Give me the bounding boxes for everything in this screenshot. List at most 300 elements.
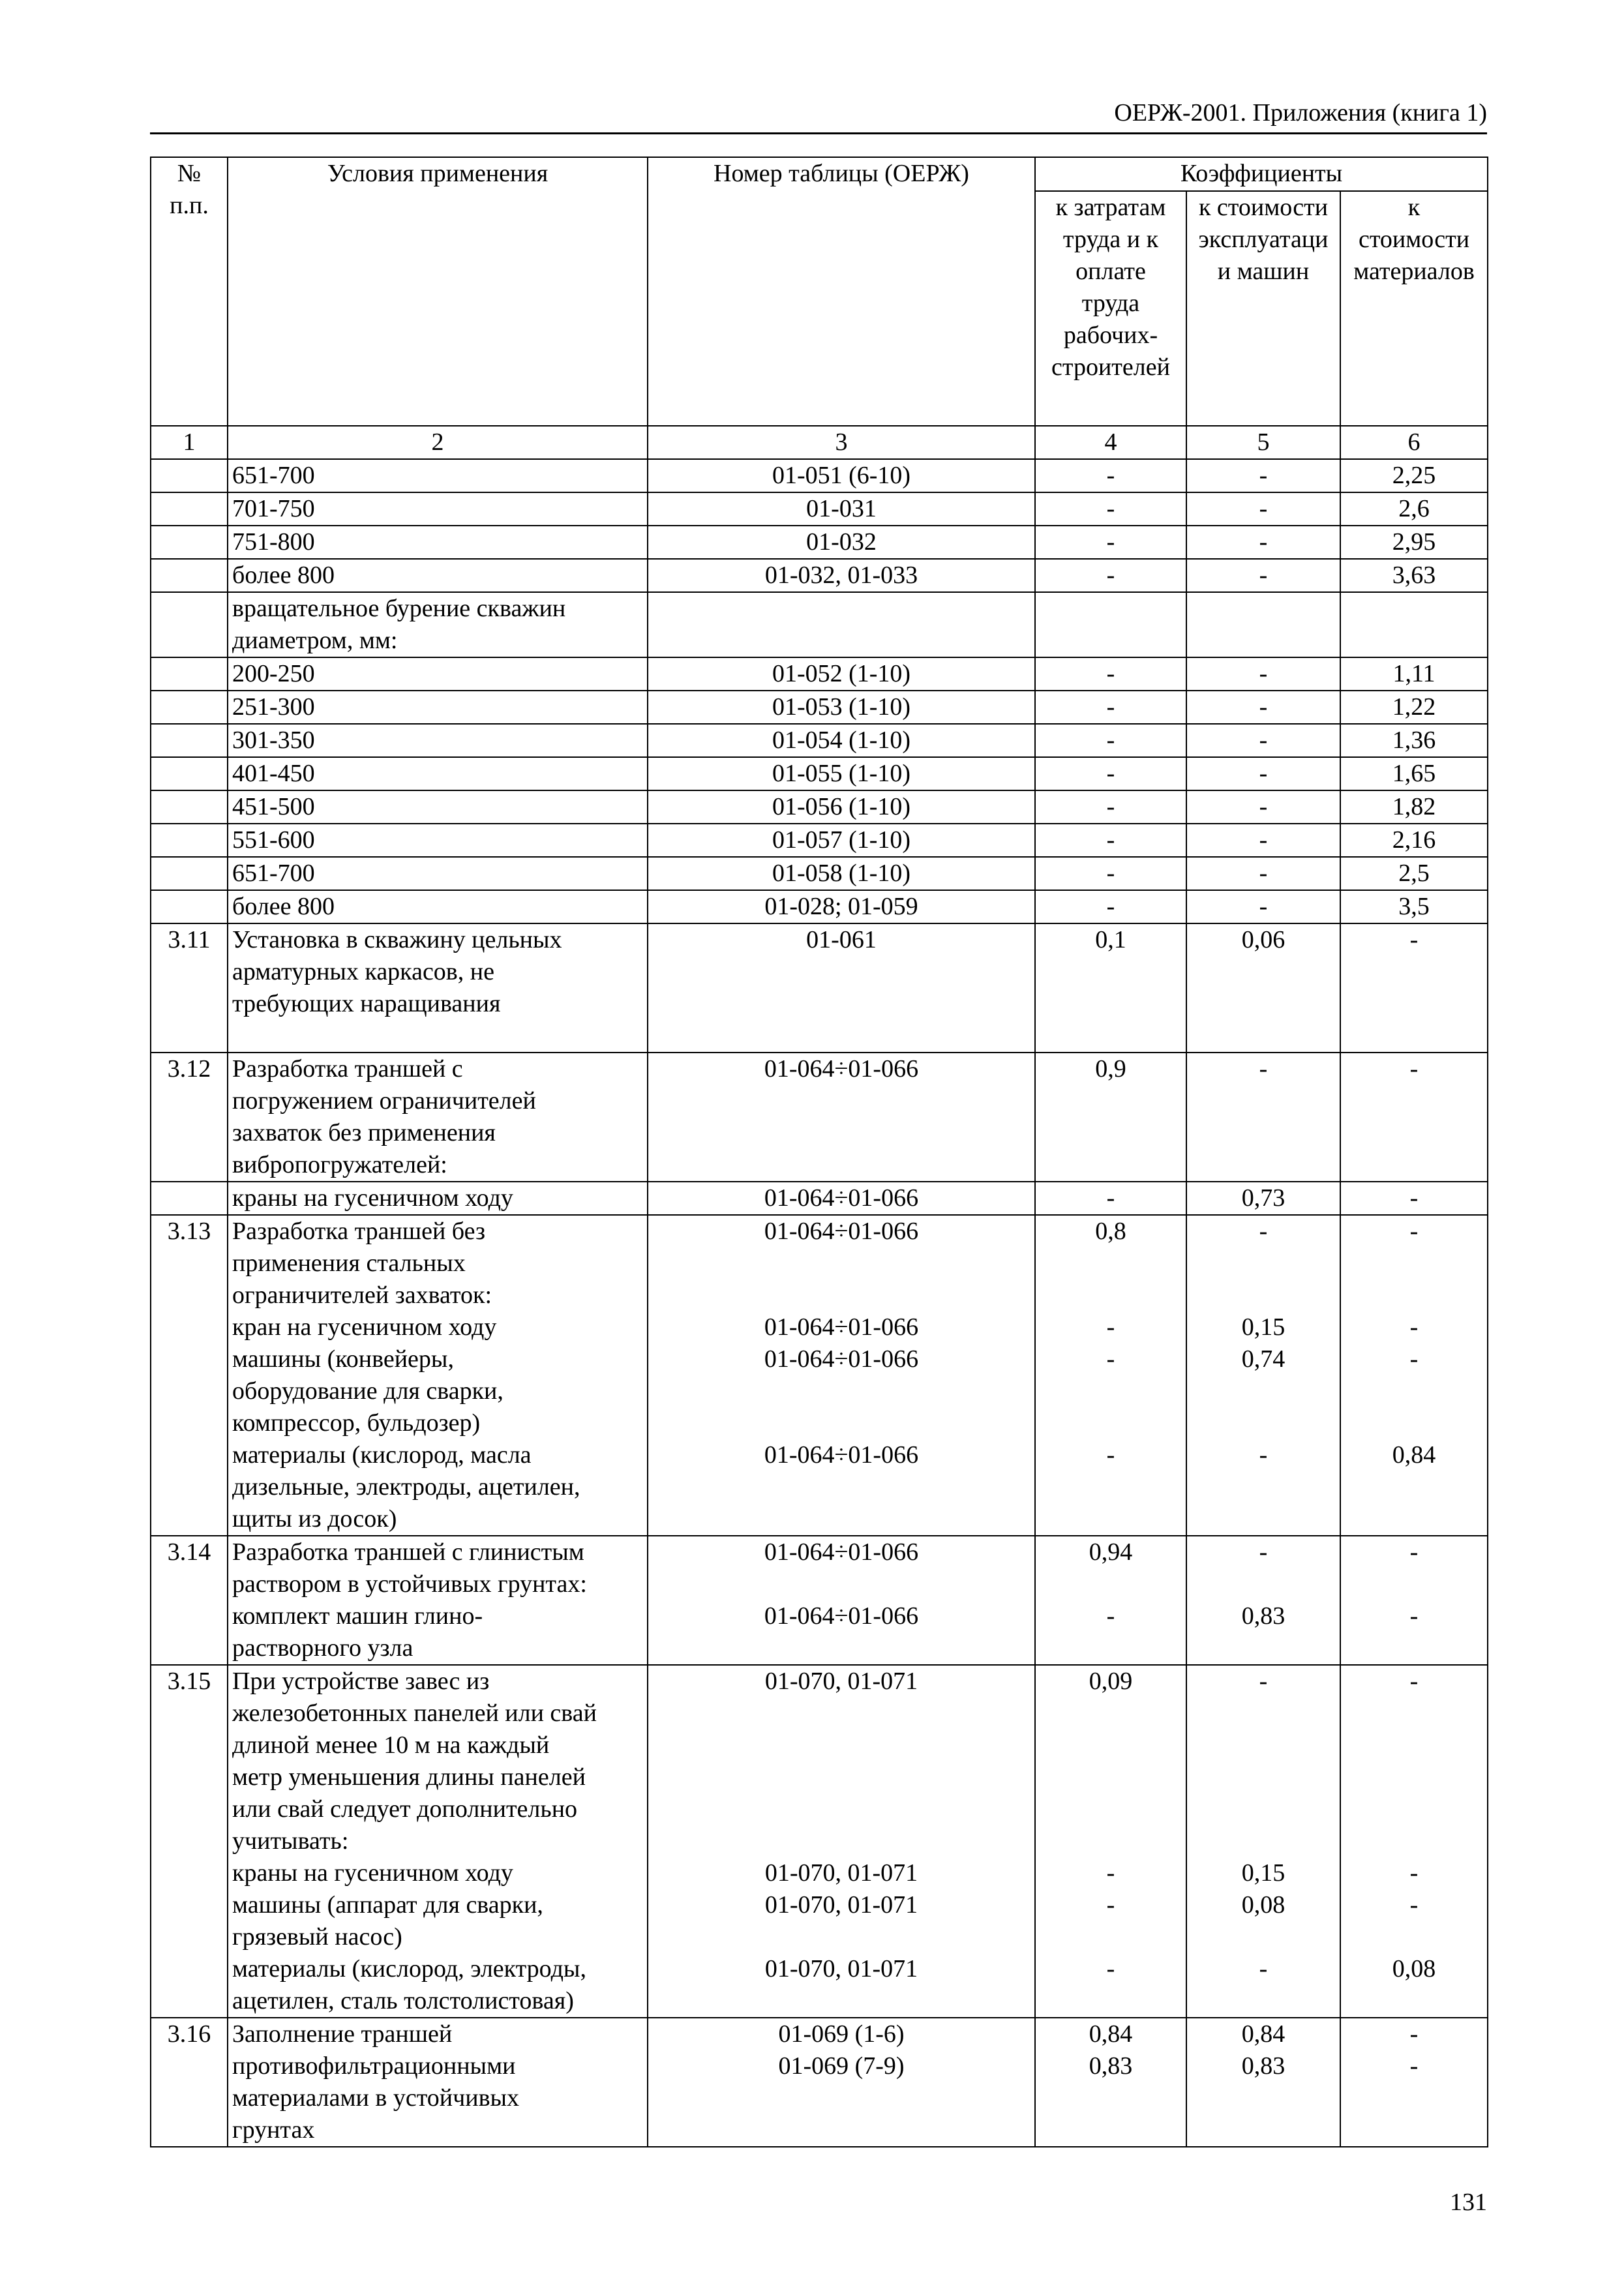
cell-table-number (648, 790, 1035, 824)
cell-conditions (228, 890, 648, 923)
cell-line: 1,82 (1392, 793, 1436, 820)
cell-coef-materials (1340, 1182, 1488, 1215)
cell-table-number (648, 724, 1035, 757)
cell-coef-labor (1035, 1182, 1186, 1215)
cell-line: - (1259, 1538, 1268, 1566)
cell-coef-machines (1186, 691, 1340, 724)
table-row (151, 2018, 1488, 2147)
cell-line: - (1106, 1891, 1115, 1919)
cell-coef-materials (1340, 526, 1488, 559)
cell-line: - (1106, 1345, 1115, 1373)
cell-coef-labor (1035, 526, 1186, 559)
cell-line: - (1106, 693, 1115, 721)
cell-line: 2,16 (1392, 826, 1436, 854)
cell-line (155, 891, 223, 923)
cell-table-number (648, 857, 1035, 890)
cell-line: - (1409, 1859, 1419, 1887)
cell-coef-materials (1340, 757, 1488, 790)
cell-number (151, 492, 228, 526)
cell-line (155, 758, 223, 790)
cell-line: - (1409, 1055, 1419, 1083)
cell-coef-materials (1340, 724, 1488, 757)
cell-line (1345, 1279, 1483, 1311)
cell-line (155, 593, 223, 625)
cell-table-number (648, 1182, 1035, 1215)
cell-coef-materials (1340, 2018, 1488, 2147)
cell-coef-labor (1035, 1665, 1186, 2018)
cell-line: оборудование для сварки, (232, 1377, 504, 1405)
cell-line: или свай следует дополнительно (232, 1795, 578, 1823)
header-machines: к стоимости эксплуатаци и машин (1186, 191, 1340, 426)
cell-line: раствором в устойчивых грунтах: (232, 1570, 587, 1598)
cell-line: - (1409, 1218, 1419, 1245)
cell-line (1345, 1568, 1483, 1600)
cell-line: - (1259, 826, 1268, 854)
cell-line: 01-064÷01-066 (764, 1602, 919, 1630)
cell-line: 01-064÷01-066 (764, 1345, 919, 1373)
cell-line (232, 1020, 643, 1052)
cell-line: - (1259, 495, 1268, 522)
cell-line (155, 824, 223, 856)
cell-number (151, 657, 228, 691)
cell-line: - (1259, 528, 1268, 556)
column-number: 3 (648, 426, 1035, 459)
cell-number (151, 691, 228, 724)
cell-line (1345, 1407, 1483, 1439)
cell-line (652, 1248, 1030, 1279)
table-row (151, 1053, 1488, 1182)
cell-table-number (648, 757, 1035, 790)
cell-line: - (1259, 1668, 1268, 1695)
cell-line: - (1106, 1441, 1115, 1469)
table-row (151, 559, 1488, 592)
cell-line: 2,25 (1392, 462, 1436, 489)
cell-line (1191, 1761, 1336, 1793)
cell-conditions (228, 691, 648, 724)
cell-line (1191, 1921, 1336, 1953)
cell-line: 01-051 (6-10) (772, 462, 911, 489)
cell-line: материалами в устойчивых (232, 2084, 520, 2112)
cell-table-number (648, 2018, 1035, 2147)
cell-line: 0,83 (1241, 2052, 1286, 2080)
cell-line: 251-300 (232, 693, 315, 721)
cell-line: 551-600 (232, 826, 315, 854)
cell-conditions (228, 1215, 648, 1536)
cell-table-number (648, 691, 1035, 724)
cell-table-number (648, 592, 1035, 657)
cell-line: железобетонных панелей или свай (232, 1699, 597, 1727)
cell-line (155, 691, 223, 723)
cell-number (151, 1182, 228, 1215)
cell-line: 0,94 (1089, 1538, 1133, 1566)
cell-line: требующих наращивания (232, 990, 501, 1017)
cell-line (1345, 1248, 1483, 1279)
cell-coef-machines (1186, 1665, 1340, 2018)
cell-line (652, 1279, 1030, 1311)
cell-line: 01-032 (806, 528, 877, 556)
cell-line: 1,22 (1392, 693, 1436, 721)
cell-line: 3.12 (167, 1055, 211, 1083)
cell-coef-labor (1035, 790, 1186, 824)
cell-line: ограничителей захваток: (232, 1281, 492, 1309)
cell-coef-materials (1340, 559, 1488, 592)
cell-line: 0,83 (1089, 2052, 1133, 2080)
cell-line: - (1409, 1602, 1419, 1630)
cell-line: - (1409, 1184, 1419, 1212)
cell-table-number (648, 923, 1035, 1053)
cell-line: 0,84 (1392, 1441, 1436, 1469)
cell-line: - (1106, 495, 1115, 522)
cell-line: длиной менее 10 м на каждый (232, 1731, 550, 1759)
cell-number (151, 1536, 228, 1665)
table-row (151, 857, 1488, 890)
cell-line: 3.14 (167, 1538, 211, 1566)
table-row (151, 459, 1488, 492)
cell-line (155, 493, 223, 525)
cell-coef-machines (1186, 1536, 1340, 1665)
cell-line: - (1409, 1891, 1419, 1919)
cell-line: Заполнение траншей (232, 2020, 453, 2048)
cell-line: щиты из досок) (232, 1505, 397, 1533)
cell-coef-machines (1186, 857, 1340, 890)
column-number: 4 (1035, 426, 1186, 459)
cell-line (1040, 1248, 1182, 1279)
cell-line: 01-070, 01-071 (764, 1668, 918, 1695)
cell-line: 01-070, 01-071 (764, 1955, 918, 1982)
cell-line: 2,95 (1392, 528, 1436, 556)
cell-coef-labor (1035, 459, 1186, 492)
cell-number (151, 757, 228, 790)
cell-line (1191, 1407, 1336, 1439)
cell-line: 01-028; 01-059 (764, 893, 918, 920)
cell-line: грязевый насос) (232, 1923, 402, 1951)
cell-line: 01-058 (1-10) (772, 860, 911, 887)
table-row (151, 526, 1488, 559)
cell-line: - (1106, 760, 1115, 787)
cell-coef-machines (1186, 492, 1340, 526)
cell-line: - (1259, 1055, 1268, 1083)
cell-coef-materials (1340, 492, 1488, 526)
cell-conditions (228, 757, 648, 790)
cell-line: - (1259, 561, 1268, 589)
cell-line: - (1106, 1313, 1115, 1341)
cell-number (151, 890, 228, 923)
cell-line: погружением ограничителей (232, 1087, 536, 1115)
cell-line: 01-069 (7-9) (778, 2052, 905, 2080)
cell-line: - (1409, 1345, 1419, 1373)
cell-line (1345, 1729, 1483, 1761)
cell-line: 01-031 (806, 495, 877, 522)
cell-line: противофильтрационными (232, 2052, 516, 2080)
cell-line: краны на гусеничном ходу (232, 1184, 513, 1212)
cell-number (151, 790, 228, 824)
page-number: 131 (1450, 2189, 1487, 2216)
cell-coef-materials (1340, 1215, 1488, 1536)
cell-coef-materials (1340, 459, 1488, 492)
cell-table-number (648, 526, 1035, 559)
cell-line: - (1409, 2052, 1419, 2080)
cell-line (1191, 1375, 1336, 1407)
cell-line: 1,36 (1392, 726, 1436, 754)
cell-coef-labor (1035, 1215, 1186, 1536)
cell-table-number (648, 824, 1035, 857)
cell-line: 01-055 (1-10) (772, 760, 911, 787)
table-row (151, 657, 1488, 691)
cell-conditions (228, 1182, 648, 1215)
cell-line (652, 1761, 1030, 1793)
cell-line: - (1106, 826, 1115, 854)
cell-coef-materials (1340, 1536, 1488, 1665)
cell-table-number (648, 1536, 1035, 1665)
cell-line (1191, 1248, 1336, 1279)
cell-line: - (1106, 793, 1115, 820)
table-row (151, 757, 1488, 790)
cell-line: более 800 (232, 561, 335, 589)
cell-coef-materials (1340, 857, 1488, 890)
cell-conditions (228, 923, 648, 1053)
cell-line: При устройстве завес из (232, 1668, 490, 1695)
cell-line (1040, 1729, 1182, 1761)
cell-conditions (228, 724, 648, 757)
cell-line: - (1106, 561, 1115, 589)
cell-table-number (648, 1053, 1035, 1182)
cell-conditions (228, 657, 648, 691)
cell-line: 200-250 (232, 660, 315, 687)
cell-line (1040, 1407, 1182, 1439)
cell-line (1040, 1793, 1182, 1825)
cell-line: - (1106, 860, 1115, 887)
cell-line: ацетилен, сталь толстолистовая) (232, 1987, 574, 2014)
cell-line: 01-064÷01-066 (764, 1441, 919, 1469)
cell-line: машины (конвейеры, (232, 1345, 454, 1373)
cell-number (151, 923, 228, 1053)
table-row (151, 923, 1488, 1053)
cell-conditions (228, 492, 648, 526)
cell-line: 701-750 (232, 495, 315, 522)
cell-coef-machines (1186, 1182, 1340, 1215)
cell-coef-machines (1186, 923, 1340, 1053)
cell-line (1345, 1825, 1483, 1857)
cell-conditions (228, 1053, 648, 1182)
cell-line (1345, 1375, 1483, 1407)
cell-coef-machines (1186, 790, 1340, 824)
cell-line (1191, 1279, 1336, 1311)
cell-conditions (228, 790, 648, 824)
cell-coef-labor (1035, 923, 1186, 1053)
cell-coef-machines (1186, 1053, 1340, 1182)
cell-line: 451-500 (232, 793, 315, 820)
cell-coef-labor (1035, 592, 1186, 657)
cell-table-number (648, 657, 1035, 691)
cell-line (652, 1921, 1030, 1953)
cell-coef-machines (1186, 890, 1340, 923)
cell-coef-materials (1340, 824, 1488, 857)
cell-line: краны на гусеничном ходу (232, 1859, 513, 1887)
column-number: 1 (151, 426, 228, 459)
cell-line: 01-064÷01-066 (764, 1184, 919, 1212)
cell-coef-machines (1186, 757, 1340, 790)
cell-conditions (228, 2018, 648, 2147)
cell-coef-materials (1340, 691, 1488, 724)
cell-table-number (648, 890, 1035, 923)
cell-coef-labor (1035, 890, 1186, 923)
cell-line: 651-700 (232, 462, 315, 489)
cell-line: - (1259, 693, 1268, 721)
cell-line (1191, 593, 1336, 625)
table-row (151, 890, 1488, 923)
cell-line: 0,09 (1089, 1668, 1133, 1695)
cell-line: арматурных каркасов, не (232, 958, 494, 985)
cell-coef-machines (1186, 459, 1340, 492)
cell-line: вибропогружателей: (232, 1151, 447, 1178)
cell-conditions (228, 1536, 648, 1665)
cell-line (652, 1407, 1030, 1439)
cell-line (155, 858, 223, 890)
cell-coef-machines (1186, 2018, 1340, 2147)
cell-line (1040, 1568, 1182, 1600)
cell-line: - (1106, 726, 1115, 754)
cell-line: 01-057 (1-10) (772, 826, 911, 854)
cell-line: - (1259, 893, 1268, 920)
cell-line: - (1259, 1441, 1268, 1469)
cell-coef-labor (1035, 1053, 1186, 1182)
cell-line: 0,1 (1095, 926, 1126, 953)
cell-line (1040, 1921, 1182, 1953)
cell-line: грунтах (232, 2116, 315, 2144)
cell-line (1345, 1793, 1483, 1825)
table-row (151, 790, 1488, 824)
table-row (151, 824, 1488, 857)
cell-line: 1,11 (1392, 660, 1436, 687)
cell-conditions (228, 459, 648, 492)
cell-line: 0,83 (1241, 1602, 1286, 1630)
cell-line: - (1259, 860, 1268, 887)
cell-coef-labor (1035, 559, 1186, 592)
cell-line (1345, 1698, 1483, 1729)
coefficients-table (150, 157, 1488, 2147)
table-row (151, 1665, 1488, 2018)
cell-line: диаметром, мм: (232, 627, 398, 654)
cell-line: - (1409, 2020, 1419, 2048)
cell-line: 01-052 (1-10) (772, 660, 911, 687)
cell-conditions (228, 592, 648, 657)
cell-conditions (228, 824, 648, 857)
cell-coef-materials (1340, 1053, 1488, 1182)
cell-line: - (1409, 1538, 1419, 1566)
cell-line: вращательное бурение скважин (232, 595, 566, 622)
cell-coef-materials (1340, 592, 1488, 657)
cell-line: - (1259, 760, 1268, 787)
cell-coef-labor (1035, 691, 1186, 724)
cell-line: 0,06 (1241, 926, 1286, 953)
cell-line: 1,65 (1392, 760, 1436, 787)
cell-line (1040, 593, 1182, 625)
cell-table-number (648, 492, 1035, 526)
cell-line: 2,5 (1398, 860, 1430, 887)
cell-line (652, 1793, 1030, 1825)
cell-line (1040, 1698, 1182, 1729)
cell-coef-materials (1340, 790, 1488, 824)
cell-line (652, 1568, 1030, 1600)
cell-table-number (648, 1215, 1035, 1536)
header-materials: к стоимости материалов (1340, 191, 1488, 426)
cell-coef-machines (1186, 592, 1340, 657)
cell-line: кран на гусеничном ходу (232, 1313, 497, 1341)
cell-line: 401-450 (232, 760, 315, 787)
column-number: 6 (1340, 426, 1488, 459)
cell-line (155, 460, 223, 492)
cell-line: комплект машин глино- (232, 1602, 483, 1630)
cell-coef-machines (1186, 824, 1340, 857)
cell-coef-materials (1340, 1665, 1488, 2018)
cell-line (652, 1375, 1030, 1407)
cell-line (1345, 1921, 1483, 1953)
running-header: ОЕРЖ-2001. Приложения (книга 1) (1114, 99, 1487, 127)
cell-line: - (1409, 926, 1419, 953)
cell-number (151, 592, 228, 657)
cell-line (1191, 1568, 1336, 1600)
cell-number (151, 857, 228, 890)
cell-conditions (228, 857, 648, 890)
cell-line: 01-064÷01-066 (764, 1055, 919, 1083)
header-coefficients: Коэффициенты (1035, 157, 1488, 191)
cell-line: 0,15 (1241, 1313, 1286, 1341)
cell-line: - (1106, 1955, 1115, 1982)
cell-line (155, 725, 223, 756)
table-body (151, 459, 1488, 2147)
cell-line (1191, 1825, 1336, 1857)
cell-line: - (1409, 1668, 1419, 1695)
cell-coef-labor (1035, 757, 1186, 790)
header-no: № п.п. (151, 157, 228, 426)
cell-line (652, 1698, 1030, 1729)
column-number: 2 (228, 426, 648, 459)
header-rule (150, 132, 1487, 134)
header-labor: к затратам труда и к оплате труда рабочих- строителей (1035, 191, 1186, 426)
cell-line: - (1409, 1313, 1419, 1341)
cell-line (1345, 1761, 1483, 1793)
cell-line: 0,08 (1241, 1891, 1286, 1919)
cell-line: 01-053 (1-10) (772, 693, 911, 721)
cell-line: - (1259, 1218, 1268, 1245)
cell-line: - (1259, 660, 1268, 687)
cell-line: - (1259, 793, 1268, 820)
cell-line (1191, 1729, 1336, 1761)
cell-coef-materials (1340, 657, 1488, 691)
cell-line: 01-032, 01-033 (764, 561, 918, 589)
cell-coef-machines (1186, 559, 1340, 592)
cell-line: 0,84 (1089, 2020, 1133, 2048)
column-numbers-row (151, 426, 1488, 459)
cell-line: - (1106, 1859, 1115, 1887)
cell-line: 0,84 (1241, 2020, 1286, 2048)
table-row (151, 724, 1488, 757)
cell-coef-labor (1035, 824, 1186, 857)
cell-line: Установка в скважину цельных (232, 926, 562, 953)
cell-line (1040, 1375, 1182, 1407)
cell-line (155, 658, 223, 690)
cell-line: 651-700 (232, 860, 315, 887)
cell-number (151, 2018, 228, 2147)
cell-line: учитывать: (232, 1827, 349, 1855)
cell-line (155, 1182, 223, 1214)
cell-coef-machines (1186, 1215, 1340, 1536)
cell-line: 01-064÷01-066 (764, 1218, 919, 1245)
cell-coef-labor (1035, 857, 1186, 890)
cell-line: 01-056 (1-10) (772, 793, 911, 820)
cell-line: 01-064÷01-066 (764, 1538, 919, 1566)
cell-line (652, 1825, 1030, 1857)
